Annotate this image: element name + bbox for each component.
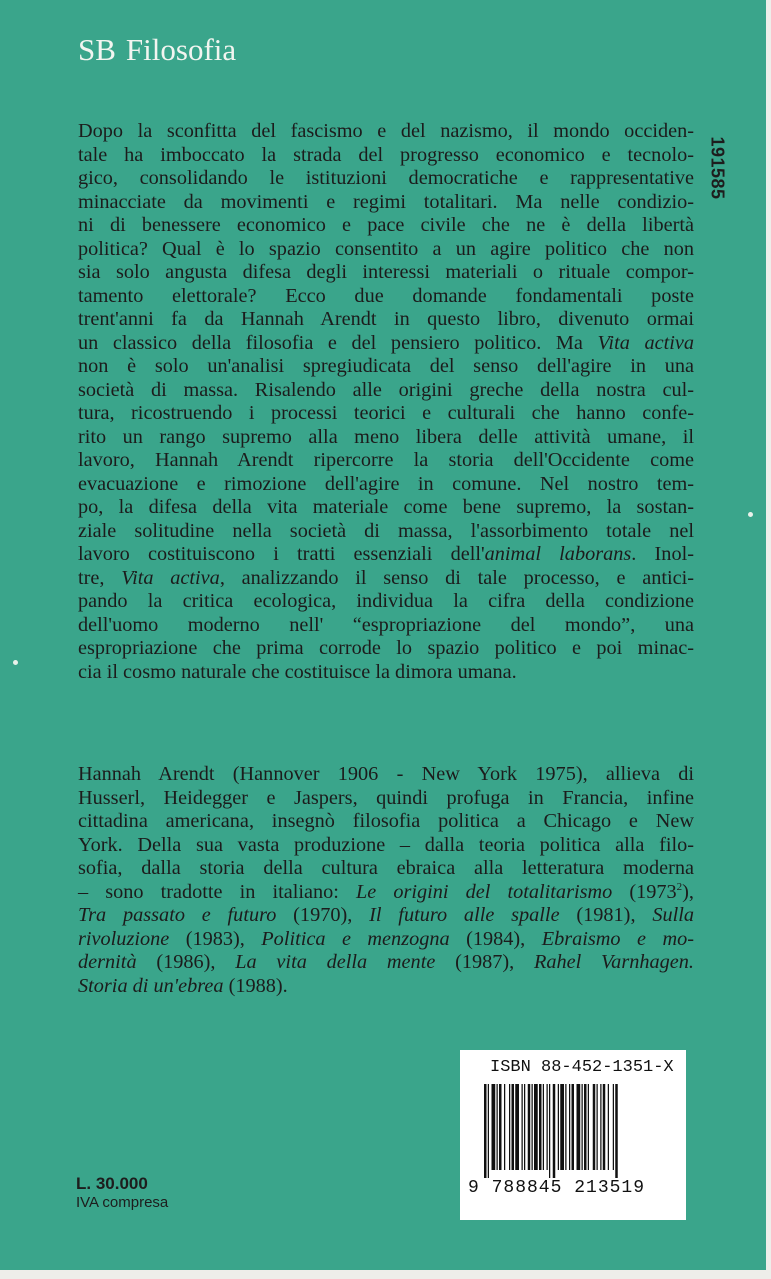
text-run: rito un rango supremo alla meno libera delle attività umane, il bbox=[78, 425, 694, 448]
italic-title: Tra passato e futuro bbox=[78, 904, 277, 926]
text-run: sia solo angusta difesa degli interessi materiali o rituale compor- bbox=[78, 261, 694, 283]
text-line bbox=[78, 567, 694, 591]
text-line bbox=[78, 590, 694, 614]
text-run: – sono tradotte in italiano: bbox=[78, 880, 356, 903]
text-line bbox=[78, 191, 694, 215]
barcode-bar bbox=[584, 1084, 587, 1170]
italic-title: Vita activa bbox=[597, 331, 695, 354]
text-run: non è solo un'analisi spregiudicata del senso dell'agire in una bbox=[78, 355, 694, 377]
barcode-bar bbox=[547, 1084, 548, 1170]
barcode-bar bbox=[532, 1084, 533, 1170]
barcode-bar bbox=[560, 1084, 564, 1170]
barcode-bar bbox=[492, 1084, 496, 1170]
barcode-bar bbox=[582, 1084, 583, 1170]
text-line bbox=[78, 473, 694, 497]
barcode-bar bbox=[522, 1084, 523, 1170]
text-line bbox=[78, 787, 694, 811]
text-line bbox=[78, 402, 694, 426]
barcode-bar bbox=[577, 1084, 581, 1170]
text-run: ni di benessere economico e pace civile che ne è della libertà bbox=[78, 214, 694, 236]
text-line bbox=[78, 661, 694, 685]
text-line bbox=[78, 928, 694, 952]
italic-title: animal laborans bbox=[484, 543, 632, 565]
isbn-barcode-label bbox=[460, 1050, 686, 1220]
barcode-bar bbox=[528, 1084, 531, 1170]
author-biography bbox=[78, 763, 694, 998]
text-line bbox=[78, 951, 694, 975]
text-line bbox=[78, 496, 694, 520]
barcode-bar bbox=[549, 1084, 550, 1178]
text-run: , analizzando il senso di tale processo, e antici- bbox=[219, 566, 695, 589]
barcode-bar bbox=[499, 1084, 502, 1170]
text-line bbox=[78, 332, 694, 356]
text-run: società di massa. Risalendo alle origini greche della nostra cul- bbox=[78, 378, 694, 401]
text-run: un classico della filosofia e del pensiero politico. Ma bbox=[78, 331, 598, 354]
italic-title: Politica e menzogna bbox=[261, 927, 450, 950]
price-tag bbox=[76, 1174, 168, 1212]
text-line bbox=[78, 238, 694, 262]
price-amount: L. 30.000 bbox=[76, 1174, 148, 1193]
text-line bbox=[78, 167, 694, 191]
text-run: 2 bbox=[676, 880, 683, 893]
text-run: evacuazione e rimozione dell'agire in comune. Nel nostro tem- bbox=[78, 472, 694, 495]
barcode-bar bbox=[572, 1084, 575, 1170]
barcode-bar bbox=[565, 1084, 566, 1170]
text-run: . Inol- bbox=[631, 543, 694, 565]
italic-title: dernità bbox=[78, 951, 137, 973]
barcode-bar bbox=[588, 1084, 589, 1170]
price-vat-note: IVA compresa bbox=[76, 1194, 169, 1211]
text-line bbox=[78, 857, 694, 881]
text-run: York. Della sua vasta produzione – dalla teoria politica alla filo- bbox=[78, 833, 694, 856]
text-line bbox=[78, 379, 694, 403]
text-run: espropriazione che prima corrode lo spazio politico e poi minac- bbox=[78, 637, 694, 659]
text-run: Dopo la sconfitta del fascismo e del nazismo, il mondo occiden- bbox=[78, 120, 694, 142]
catalog-number bbox=[700, 128, 734, 208]
italic-title: Le origini del totalitarismo bbox=[355, 880, 613, 903]
catalog-number-text: 191585 bbox=[707, 136, 728, 200]
text-run: (1984), bbox=[449, 927, 542, 950]
barcode-bar bbox=[539, 1084, 542, 1170]
text-line bbox=[78, 975, 694, 999]
italic-title: Ebraismo e mo- bbox=[541, 927, 694, 950]
italic-title: Rahel Varnhagen. bbox=[533, 951, 694, 973]
text-run: trent'anni fa da Hannah Arendt in questo libro, divenuto ormai bbox=[78, 308, 694, 330]
italic-title: Il futuro alle spalle bbox=[369, 904, 560, 926]
isbn-number: ISBN 88-452-1351-X bbox=[490, 1058, 674, 1077]
text-line bbox=[78, 834, 694, 858]
text-run: Husserl, Heidegger e Jaspers, quindi profuga in Francia, infine bbox=[78, 786, 694, 809]
series-name: Filosofia bbox=[125, 32, 237, 67]
text-run: (1987), bbox=[435, 951, 534, 973]
text-run: (1970), bbox=[276, 904, 370, 926]
text-line bbox=[78, 120, 694, 144]
barcode-bar bbox=[608, 1084, 609, 1170]
italic-title: Sulla bbox=[652, 904, 695, 926]
text-line bbox=[78, 308, 694, 332]
text-run: dell'uomo moderno nell' “espropriazione del mondo”, una bbox=[78, 613, 694, 636]
print-speck bbox=[13, 660, 18, 665]
barcode-bar bbox=[534, 1084, 538, 1170]
text-line bbox=[78, 449, 694, 473]
text-line bbox=[78, 261, 694, 285]
italic-title: La vita della mente bbox=[235, 951, 436, 973]
barcode-bar bbox=[543, 1084, 544, 1170]
barcode-bar bbox=[569, 1084, 570, 1170]
text-run: tura, ricostruendo i processi teorici e culturali che hanno confe- bbox=[78, 402, 694, 424]
text-run: ), bbox=[682, 880, 694, 903]
text-run: (1983), bbox=[169, 927, 262, 950]
text-run: cittadina americana, insegnò filosofia politica a Chicago e New bbox=[78, 810, 694, 832]
barcode-bar bbox=[509, 1084, 510, 1170]
barcode-bar bbox=[512, 1084, 515, 1170]
barcode-bar bbox=[600, 1084, 601, 1170]
barcode-bar bbox=[558, 1084, 559, 1170]
text-run: Hannah Arendt (Hannover 1906 - New York 1975), allieva di bbox=[78, 763, 694, 785]
italic-title: rivoluzione bbox=[78, 927, 170, 950]
text-line bbox=[78, 144, 694, 168]
series-abbreviation: SB bbox=[78, 32, 116, 67]
print-speck bbox=[748, 512, 753, 517]
barcode-graphic bbox=[484, 1084, 662, 1178]
text-line bbox=[78, 904, 694, 928]
barcode-bar bbox=[615, 1084, 618, 1178]
italic-title: Vita activa bbox=[121, 566, 220, 589]
barcode-bar bbox=[597, 1084, 598, 1170]
scan-edge bbox=[766, 0, 771, 1279]
text-line bbox=[78, 214, 694, 238]
text-line bbox=[78, 637, 694, 661]
text-line bbox=[78, 881, 694, 905]
text-run: lavoro costituiscono i tratti essenziali dell' bbox=[78, 543, 485, 565]
text-run: ziale solitudine nella società di massa, l'assorbimento totale nel bbox=[78, 519, 694, 542]
text-run: gico, consolidando le istituzioni democratiche e rappresentative bbox=[78, 167, 694, 189]
barcode-bar bbox=[504, 1084, 505, 1170]
text-run: (1973 bbox=[612, 880, 677, 903]
text-line bbox=[78, 520, 694, 544]
text-line bbox=[78, 543, 694, 567]
barcode-bar bbox=[593, 1084, 596, 1170]
barcode-bar bbox=[524, 1084, 525, 1170]
text-line bbox=[78, 763, 694, 787]
scan-bottom-edge bbox=[0, 1270, 771, 1279]
book-description bbox=[78, 120, 694, 684]
text-line bbox=[78, 426, 694, 450]
text-run: sofia, dalla storia della cultura ebraica alla letteratura moderna bbox=[78, 857, 694, 879]
text-run: cia il cosmo naturale che costituisce la dimora umana. bbox=[78, 660, 517, 683]
text-run: (1986), bbox=[136, 951, 236, 973]
text-run: tre, bbox=[78, 566, 122, 589]
series-title bbox=[78, 32, 236, 68]
text-run: tamento elettorale? Ecco due domande fondamentali poste bbox=[78, 284, 694, 307]
text-line bbox=[78, 614, 694, 638]
barcode-bar bbox=[484, 1084, 487, 1178]
text-run: politica? Qual è lo spazio consentito a un agire politico che non bbox=[78, 237, 694, 260]
text-run: (1981), bbox=[559, 904, 653, 926]
text-run: pando la critica ecologica, individua la cifra della condizione bbox=[78, 590, 694, 612]
text-line bbox=[78, 810, 694, 834]
barcode-bar bbox=[488, 1084, 489, 1178]
text-run: lavoro, Hannah Arendt ripercorre la storia dell'Occidente come bbox=[78, 449, 694, 471]
ean-number: 9 788845 213519 bbox=[468, 1178, 646, 1198]
barcode-bar bbox=[497, 1084, 498, 1170]
barcode-bar bbox=[613, 1084, 614, 1170]
barcode-bar bbox=[603, 1084, 606, 1170]
italic-title: Storia di un'ebrea bbox=[78, 974, 224, 997]
barcode-bar bbox=[515, 1084, 519, 1170]
text-run: (1988). bbox=[223, 974, 288, 997]
barcode-bar bbox=[553, 1084, 556, 1178]
text-run: tale ha imboccato la strada del progresso economico e tecnolo- bbox=[78, 143, 694, 166]
text-run: minacciate da movimenti e regimi totalitari. Ma nelle condizio- bbox=[78, 190, 694, 213]
text-line bbox=[78, 355, 694, 379]
text-line bbox=[78, 285, 694, 309]
text-run: po, la difesa della vita materiale come bene supremo, la sostan- bbox=[78, 496, 694, 518]
